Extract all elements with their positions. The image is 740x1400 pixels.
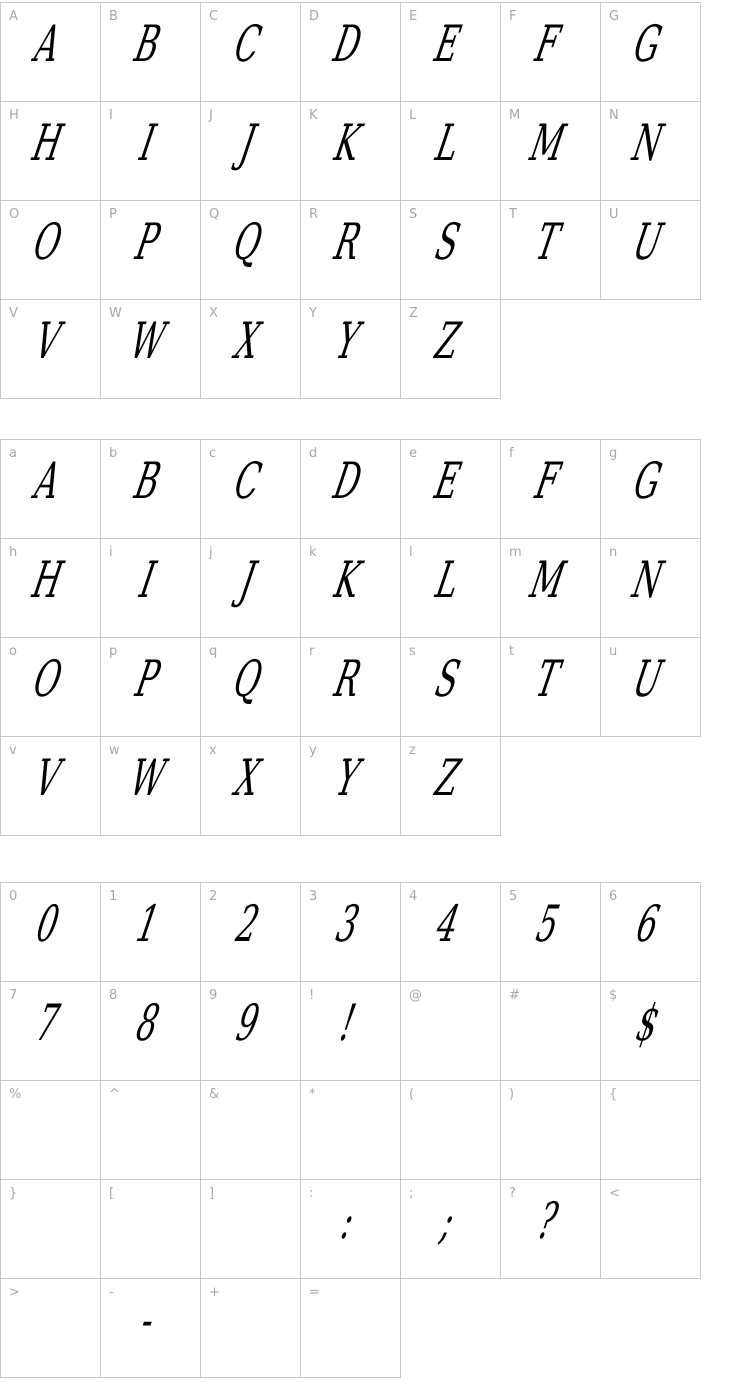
cell-label: 4	[409, 889, 418, 904]
glyph-cell	[101, 1081, 201, 1180]
glyph-cell	[101, 300, 201, 399]
cell-label: S	[409, 207, 418, 222]
cell-label: *	[309, 1087, 316, 1102]
glyph-cell	[1, 539, 101, 638]
cell-label: 9	[209, 988, 218, 1003]
glyph-cell	[201, 737, 301, 836]
glyph-row	[1, 737, 701, 836]
glyph-row	[1, 1081, 701, 1180]
cell-label: M	[509, 108, 521, 123]
cell-glyph: :	[336, 1192, 360, 1250]
cell-glyph: V	[30, 749, 66, 807]
cell-label: [	[109, 1186, 115, 1201]
glyph-cell	[501, 102, 601, 201]
glyph-cell	[1, 201, 101, 300]
glyph-cell	[1, 300, 101, 399]
cell-label: >	[9, 1285, 20, 1300]
cell-label: U	[609, 207, 619, 222]
cell-label: N	[609, 108, 619, 123]
glyph-cell	[1, 102, 101, 201]
cell-label: J	[209, 108, 213, 123]
glyph-row	[1, 3, 701, 102]
cell-label: 2	[209, 889, 218, 904]
cell-label: 7	[9, 988, 18, 1003]
glyph-cell	[401, 982, 501, 1081]
cell-label: :	[309, 1186, 314, 1201]
glyph-cell	[1, 883, 101, 982]
cell-label: t	[509, 644, 515, 659]
cell-label: d	[309, 446, 318, 461]
cell-glyph: K	[330, 551, 366, 609]
cell-glyph: U	[628, 650, 668, 708]
cell-label: s	[409, 644, 416, 659]
glyph-cell	[301, 3, 401, 102]
cell-glyph: W	[125, 749, 171, 807]
cell-glyph: I	[135, 114, 161, 172]
cell-glyph: -	[136, 1291, 160, 1349]
cell-label: B	[109, 9, 118, 24]
cell-glyph: X	[230, 749, 266, 807]
glyph-cell	[1, 638, 101, 737]
cell-glyph: J	[235, 551, 261, 609]
cell-label: V	[9, 306, 18, 321]
glyph-cell	[301, 102, 401, 201]
cell-glyph: M	[525, 551, 570, 609]
cell-label: f	[509, 446, 514, 461]
glyph-cell	[201, 1081, 301, 1180]
cell-label: P	[109, 207, 117, 222]
cell-label: Y	[309, 306, 317, 321]
cell-label: }	[9, 1186, 18, 1201]
cell-glyph: A	[30, 452, 66, 510]
glyph-cell	[301, 440, 401, 539]
cell-label: o	[9, 644, 17, 659]
cell-label: 0	[9, 889, 18, 904]
glyph-cell	[201, 982, 301, 1081]
cell-label: Z	[409, 306, 418, 321]
cell-label: e	[409, 446, 417, 461]
cell-glyph: 8	[131, 994, 164, 1052]
cell-glyph: D	[329, 452, 367, 510]
glyph-cell	[301, 737, 401, 836]
cell-label: 3	[309, 889, 318, 904]
cell-glyph: O	[29, 650, 67, 708]
glyph-cell	[1, 1081, 101, 1180]
glyph-cell	[101, 201, 201, 300]
cell-glyph: 7	[31, 994, 64, 1052]
cell-label: 8	[109, 988, 118, 1003]
glyph-table-uppercase	[0, 2, 701, 399]
cell-label: T	[509, 207, 517, 222]
glyph-cell	[101, 3, 201, 102]
glyph-cell	[601, 102, 701, 201]
glyph-cell	[1, 3, 101, 102]
glyph-cell	[601, 1081, 701, 1180]
cell-label: q	[209, 644, 218, 659]
cell-label: A	[9, 9, 18, 24]
glyph-row	[1, 1180, 701, 1279]
cell-label: @	[409, 988, 422, 1003]
cell-glyph: Q	[229, 650, 267, 708]
cell-glyph: B	[130, 15, 166, 73]
cell-glyph: Z	[430, 312, 465, 370]
glyph-cell	[301, 883, 401, 982]
cell-glyph: B	[130, 452, 166, 510]
glyph-cell	[301, 539, 401, 638]
glyph-cell	[401, 440, 501, 539]
cell-label: -	[109, 1285, 114, 1300]
cell-label: C	[209, 9, 219, 24]
cell-glyph: H	[28, 114, 68, 172]
cell-label: i	[109, 545, 113, 560]
glyph-cell	[301, 300, 401, 399]
cell-glyph: N	[628, 114, 668, 172]
cell-glyph: G	[629, 452, 667, 510]
glyph-cell	[1, 1279, 101, 1378]
cell-label: ]	[209, 1186, 215, 1201]
cell-label: w	[109, 743, 120, 758]
cell-glyph: J	[235, 114, 261, 172]
cell-glyph: P	[131, 650, 165, 708]
glyph-cell	[301, 201, 401, 300]
cell-glyph: $	[631, 994, 664, 1052]
cell-label: {	[609, 1087, 618, 1102]
cell-glyph: A	[30, 15, 66, 73]
glyph-cell	[501, 440, 601, 539]
cell-glyph: I	[135, 551, 161, 609]
cell-label: z	[409, 743, 416, 758]
glyph-cell	[401, 1081, 501, 1180]
glyph-cell	[501, 638, 601, 737]
cell-label: ?	[509, 1186, 516, 1201]
cell-label: l	[409, 545, 413, 560]
cell-glyph: U	[628, 213, 668, 271]
cell-label: p	[109, 644, 118, 659]
cell-glyph: Y	[331, 749, 365, 807]
glyph-cell	[401, 1180, 501, 1279]
glyph-cell	[601, 638, 701, 737]
cell-glyph: F	[531, 15, 565, 73]
glyph-cell	[1, 440, 101, 539]
cell-glyph: Q	[229, 213, 267, 271]
glyph-cell	[101, 638, 201, 737]
cell-label: %	[9, 1087, 22, 1102]
glyph-cell	[401, 201, 501, 300]
cell-label: #	[509, 988, 520, 1003]
glyph-row	[1, 300, 701, 399]
cell-glyph: S	[431, 650, 465, 708]
cell-glyph: S	[431, 213, 465, 271]
cell-glyph: E	[430, 452, 466, 510]
cell-label: j	[209, 545, 213, 560]
cell-glyph: 4	[431, 895, 464, 953]
glyph-cell	[601, 440, 701, 539]
cell-glyph: G	[629, 15, 667, 73]
cell-label: u	[609, 644, 618, 659]
cell-label: <	[609, 1186, 620, 1201]
cell-label: O	[9, 207, 20, 222]
glyph-cell	[401, 300, 501, 399]
cell-glyph: 3	[331, 895, 364, 953]
cell-label: E	[409, 9, 418, 24]
glyph-cell	[201, 300, 301, 399]
glyph-cell	[501, 3, 601, 102]
glyph-cell	[301, 1081, 401, 1180]
cell-label: 5	[509, 889, 518, 904]
glyph-row	[1, 1279, 701, 1378]
cell-label: L	[409, 108, 417, 123]
glyph-cell	[601, 1180, 701, 1279]
cell-glyph: ;	[436, 1192, 460, 1250]
cell-label: ^	[109, 1087, 120, 1102]
glyph-cell	[401, 883, 501, 982]
cell-glyph: 1	[131, 895, 164, 953]
glyph-cell	[501, 539, 601, 638]
cell-glyph: 2	[231, 895, 264, 953]
glyph-cell	[101, 102, 201, 201]
glyph-cell	[101, 982, 201, 1081]
cell-glyph: N	[628, 551, 668, 609]
cell-glyph: 5	[531, 895, 564, 953]
glyph-cell	[201, 3, 301, 102]
glyph-cell	[301, 1279, 401, 1378]
glyph-cell	[201, 1180, 301, 1279]
cell-glyph: Z	[430, 749, 465, 807]
glyph-cell	[201, 102, 301, 201]
cell-glyph: L	[431, 114, 465, 172]
cell-glyph: E	[430, 15, 466, 73]
cell-glyph: K	[330, 114, 366, 172]
cell-glyph: T	[531, 650, 565, 708]
cell-label: v	[9, 743, 17, 758]
cell-glyph: V	[30, 312, 66, 370]
glyph-cell	[101, 883, 201, 982]
glyph-cell	[101, 539, 201, 638]
glyph-cell	[101, 440, 201, 539]
glyph-cell	[401, 3, 501, 102]
cell-label: c	[209, 446, 217, 461]
cell-label: (	[409, 1087, 415, 1102]
glyph-row	[1, 638, 701, 737]
glyph-cell	[301, 982, 401, 1081]
cell-glyph: C	[229, 15, 266, 73]
glyph-cell	[201, 1279, 301, 1378]
glyph-cell	[201, 638, 301, 737]
glyph-cell	[601, 3, 701, 102]
glyph-cell	[301, 1180, 401, 1279]
cell-glyph: 0	[31, 895, 64, 953]
cell-label: r	[309, 644, 315, 659]
cell-label: I	[109, 108, 113, 123]
cell-glyph: H	[28, 551, 68, 609]
cell-label: X	[209, 306, 218, 321]
cell-glyph: !	[335, 994, 361, 1052]
glyph-cell	[201, 883, 301, 982]
cell-label: D	[309, 9, 320, 24]
cell-label: m	[509, 545, 522, 560]
cell-label: +	[209, 1285, 220, 1300]
cell-label: a	[9, 446, 17, 461]
glyph-row	[1, 440, 701, 539]
glyph-cell	[501, 883, 601, 982]
cell-label: !	[309, 988, 315, 1003]
cell-label: k	[309, 545, 317, 560]
cell-glyph: C	[229, 452, 266, 510]
glyph-cell	[101, 1180, 201, 1279]
glyph-cell	[201, 201, 301, 300]
glyph-row	[1, 539, 701, 638]
cell-label: x	[209, 743, 217, 758]
glyph-cell	[1, 1180, 101, 1279]
cell-glyph: X	[230, 312, 266, 370]
cell-label: R	[309, 207, 319, 222]
cell-label: 6	[609, 889, 618, 904]
glyph-row	[1, 982, 701, 1081]
glyph-cell	[601, 539, 701, 638]
glyph-table-lowercase	[0, 439, 701, 836]
glyph-cell	[401, 102, 501, 201]
glyph-cell	[201, 440, 301, 539]
glyph-cell	[1, 737, 101, 836]
cell-glyph: T	[531, 213, 565, 271]
cell-glyph: Y	[331, 312, 365, 370]
cell-label: H	[9, 108, 19, 123]
cell-label: F	[509, 9, 517, 24]
cell-glyph: 9	[231, 994, 264, 1052]
cell-glyph: R	[330, 650, 366, 708]
cell-label: G	[609, 9, 620, 24]
cell-label: ;	[409, 1186, 414, 1201]
glyph-cell	[601, 982, 701, 1081]
glyph-cell	[501, 982, 601, 1081]
cell-label: h	[9, 545, 18, 560]
cell-label: y	[309, 743, 317, 758]
glyph-cell	[101, 737, 201, 836]
cell-label: =	[309, 1285, 320, 1300]
cell-glyph: M	[525, 114, 570, 172]
cell-glyph: L	[431, 551, 465, 609]
cell-label: n	[609, 545, 618, 560]
cell-label: K	[309, 108, 318, 123]
cell-glyph: 6	[631, 895, 664, 953]
glyph-cell	[601, 201, 701, 300]
cell-label: )	[509, 1087, 515, 1102]
glyph-cell	[501, 201, 601, 300]
glyph-cell	[101, 1279, 201, 1378]
glyph-cell	[201, 539, 301, 638]
glyph-cell	[1, 982, 101, 1081]
cell-glyph: W	[125, 312, 171, 370]
cell-glyph: R	[330, 213, 366, 271]
glyph-row	[1, 883, 701, 982]
glyph-cell	[501, 1180, 601, 1279]
glyph-cell	[501, 1081, 601, 1180]
glyph-cell	[401, 638, 501, 737]
glyph-cell	[401, 737, 501, 836]
cell-label: b	[109, 446, 118, 461]
glyph-row	[1, 102, 701, 201]
cell-label: 1	[109, 889, 118, 904]
glyph-row	[1, 201, 701, 300]
glyph-cell	[601, 883, 701, 982]
cell-label: &	[209, 1087, 220, 1102]
cell-label: g	[609, 446, 618, 461]
cell-glyph: D	[329, 15, 367, 73]
cell-glyph: O	[29, 213, 67, 271]
cell-glyph: F	[531, 452, 565, 510]
glyph-cell	[401, 539, 501, 638]
cell-label: $	[609, 988, 618, 1003]
cell-glyph: ?	[533, 1192, 563, 1250]
glyph-cell	[301, 638, 401, 737]
cell-label: Q	[209, 207, 220, 222]
cell-label: W	[109, 306, 122, 321]
glyph-table-numbers-symbols	[0, 882, 701, 1378]
cell-glyph: P	[131, 213, 165, 271]
